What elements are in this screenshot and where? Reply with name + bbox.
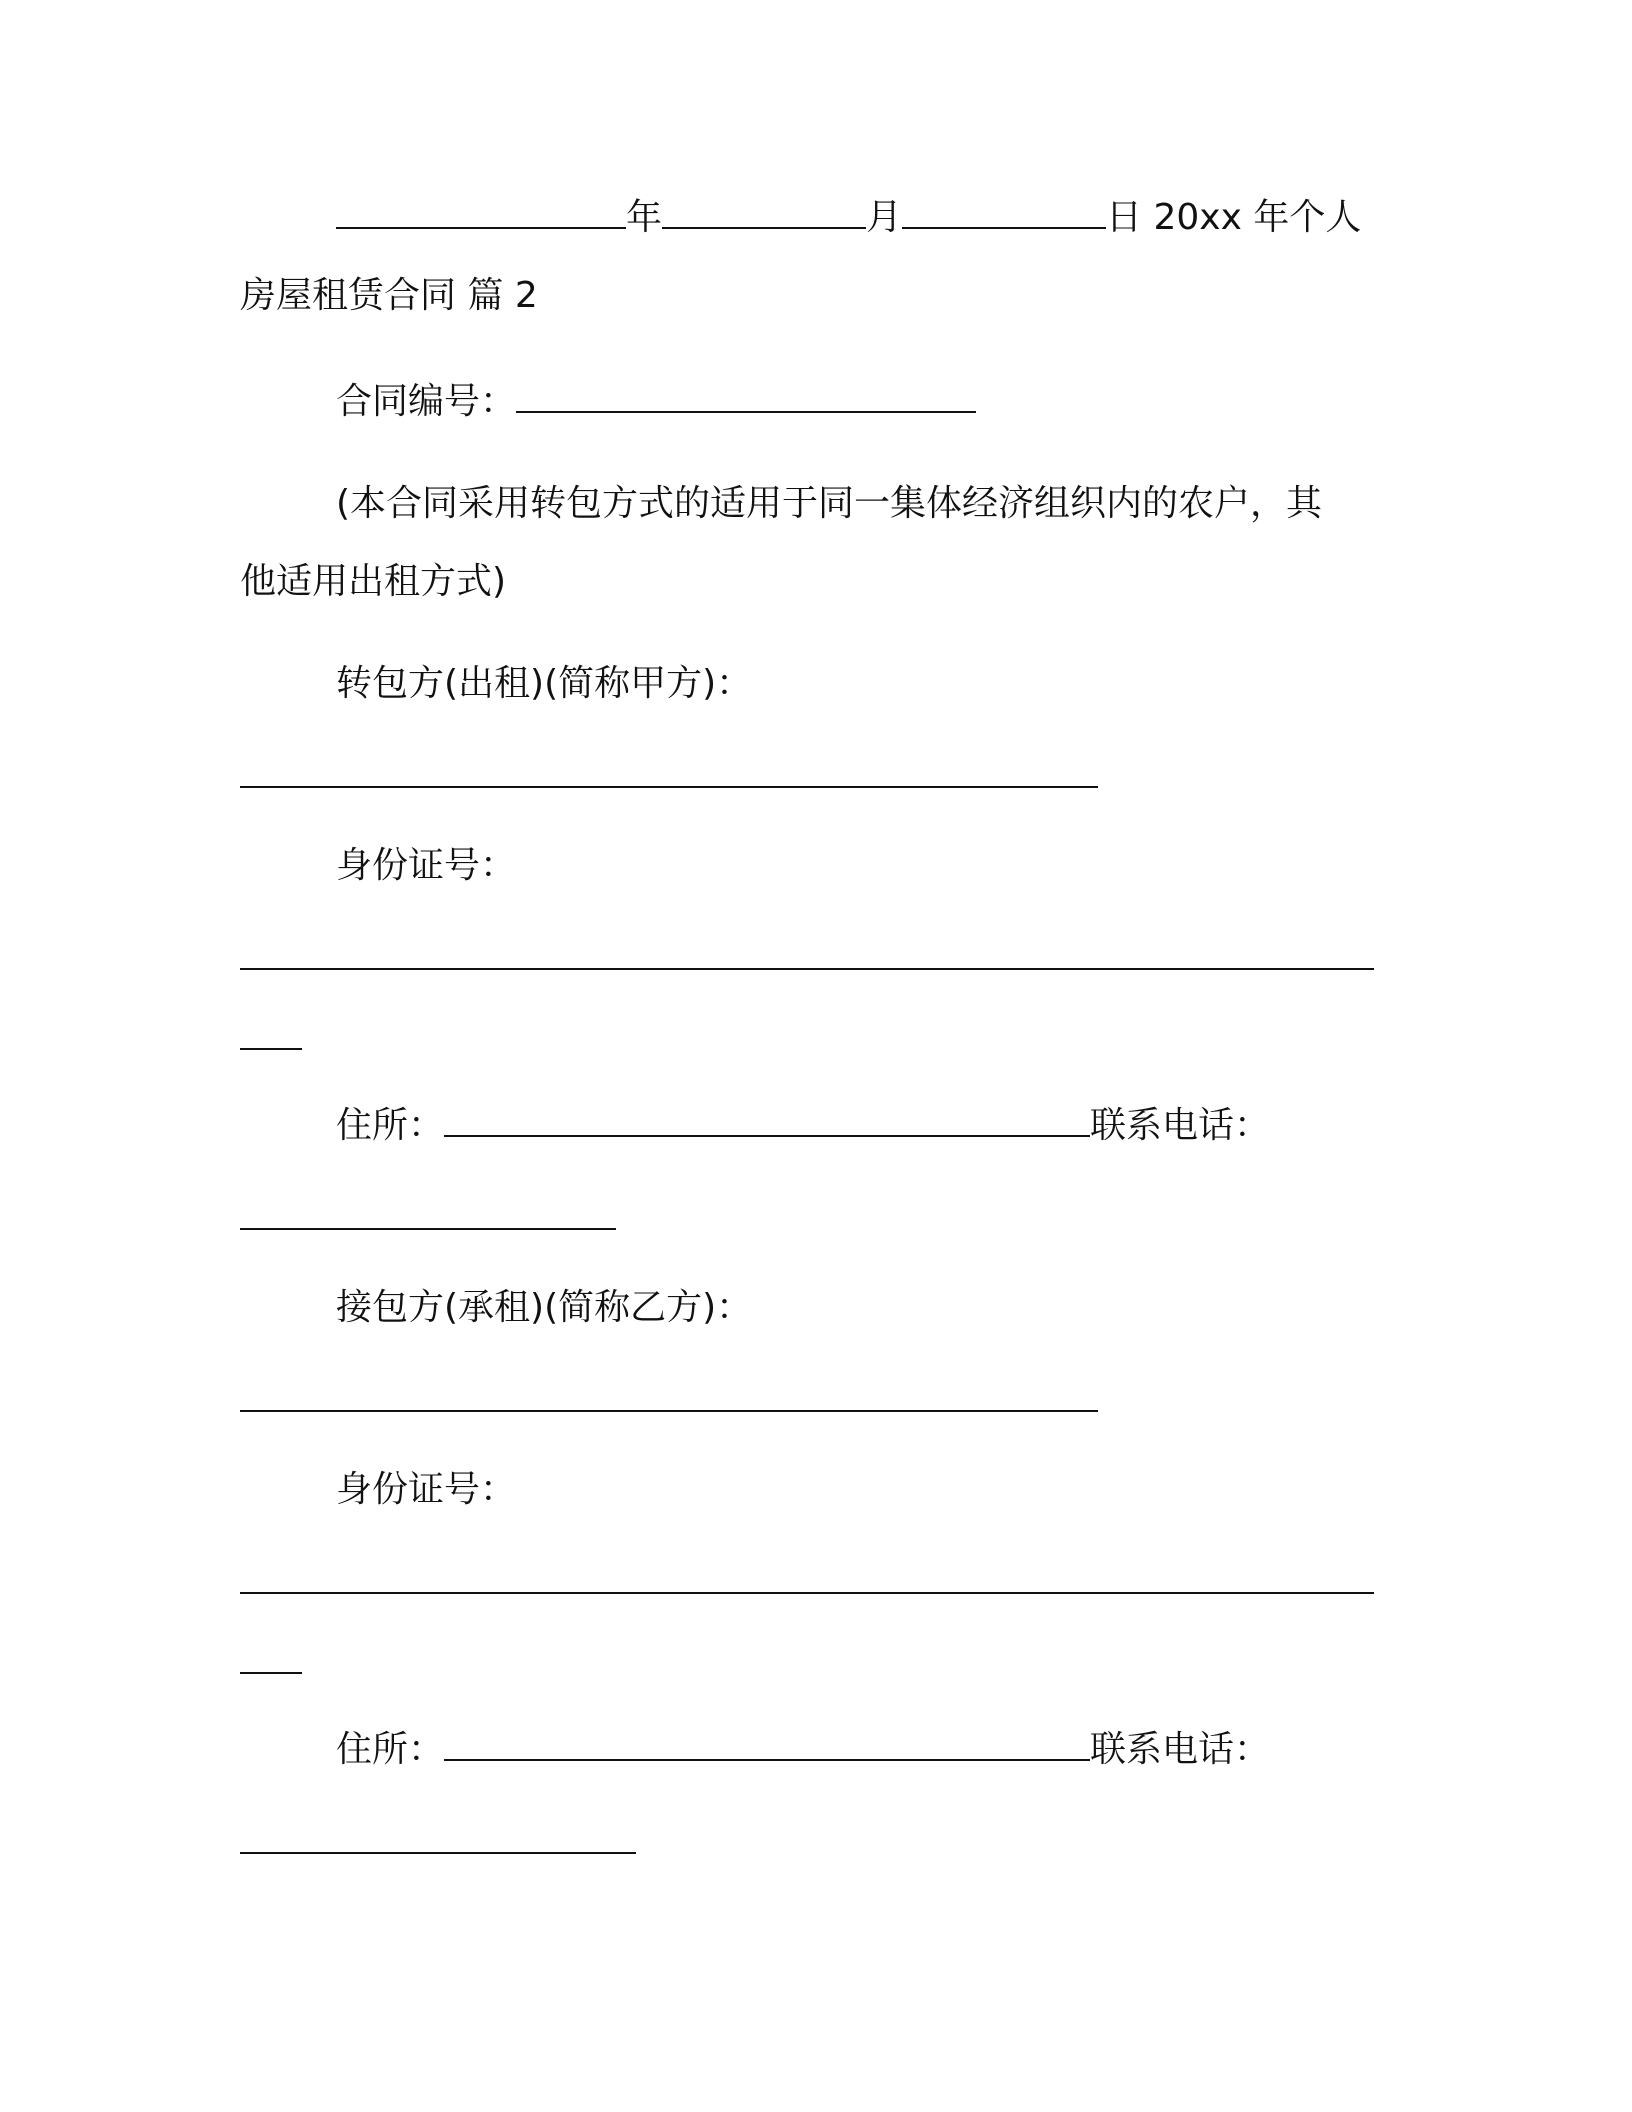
party-a-label: 转包方(出租)(简称甲方)： [336,663,753,704]
party-b-phone-label: 联系电话： [1090,1729,1271,1770]
party-a-address-label: 住所： [336,1105,445,1146]
day-blank[interactable] [902,197,1106,229]
year-blank[interactable] [336,197,626,229]
party-a-id-blank-continued[interactable] [240,1048,302,1050]
month-blank[interactable] [662,197,866,229]
contract-number-line [336,378,1380,426]
party-a-phone-blank[interactable] [240,1228,616,1230]
party-b-address-label: 住所： [336,1729,445,1770]
party-b-id-blank[interactable] [240,1592,1374,1594]
party-b-name-blank[interactable] [240,1410,1098,1412]
party-b-label: 接包方(承租)(简称乙方)： [336,1287,753,1328]
party-b-address-line [336,1726,1380,1774]
party-b-id-label: 身份证号： [336,1469,517,1510]
party-a-address-blank[interactable] [444,1105,1090,1137]
party-a-address-line [336,1102,1380,1150]
party-a-name-blank[interactable] [240,786,1098,788]
date-line [336,194,1380,242]
note-line-2: 他适用出租方式) [240,561,507,602]
party-b-phone-blank[interactable] [240,1852,636,1854]
party-a-phone-label: 联系电话： [1090,1105,1271,1146]
party-b-id-blank-continued[interactable] [240,1672,302,1674]
year-label: 年 [626,197,663,238]
day-label: 日 [1106,197,1143,238]
party-a-id-blank[interactable] [240,968,1374,970]
title-continuation: 房屋租赁合同 篇 2 [240,275,538,316]
note-line-1: (本合同采用转包方式的适用于同一集体经济组织内的农户，其 [336,483,1323,524]
title-start: 20xx 年个人 [1142,197,1362,238]
contract-number-label: 合同编号： [336,381,517,422]
month-label: 月 [866,197,903,238]
party-a-id-label: 身份证号： [336,845,517,886]
contract-number-blank[interactable] [516,381,976,413]
party-b-address-blank[interactable] [444,1729,1090,1761]
